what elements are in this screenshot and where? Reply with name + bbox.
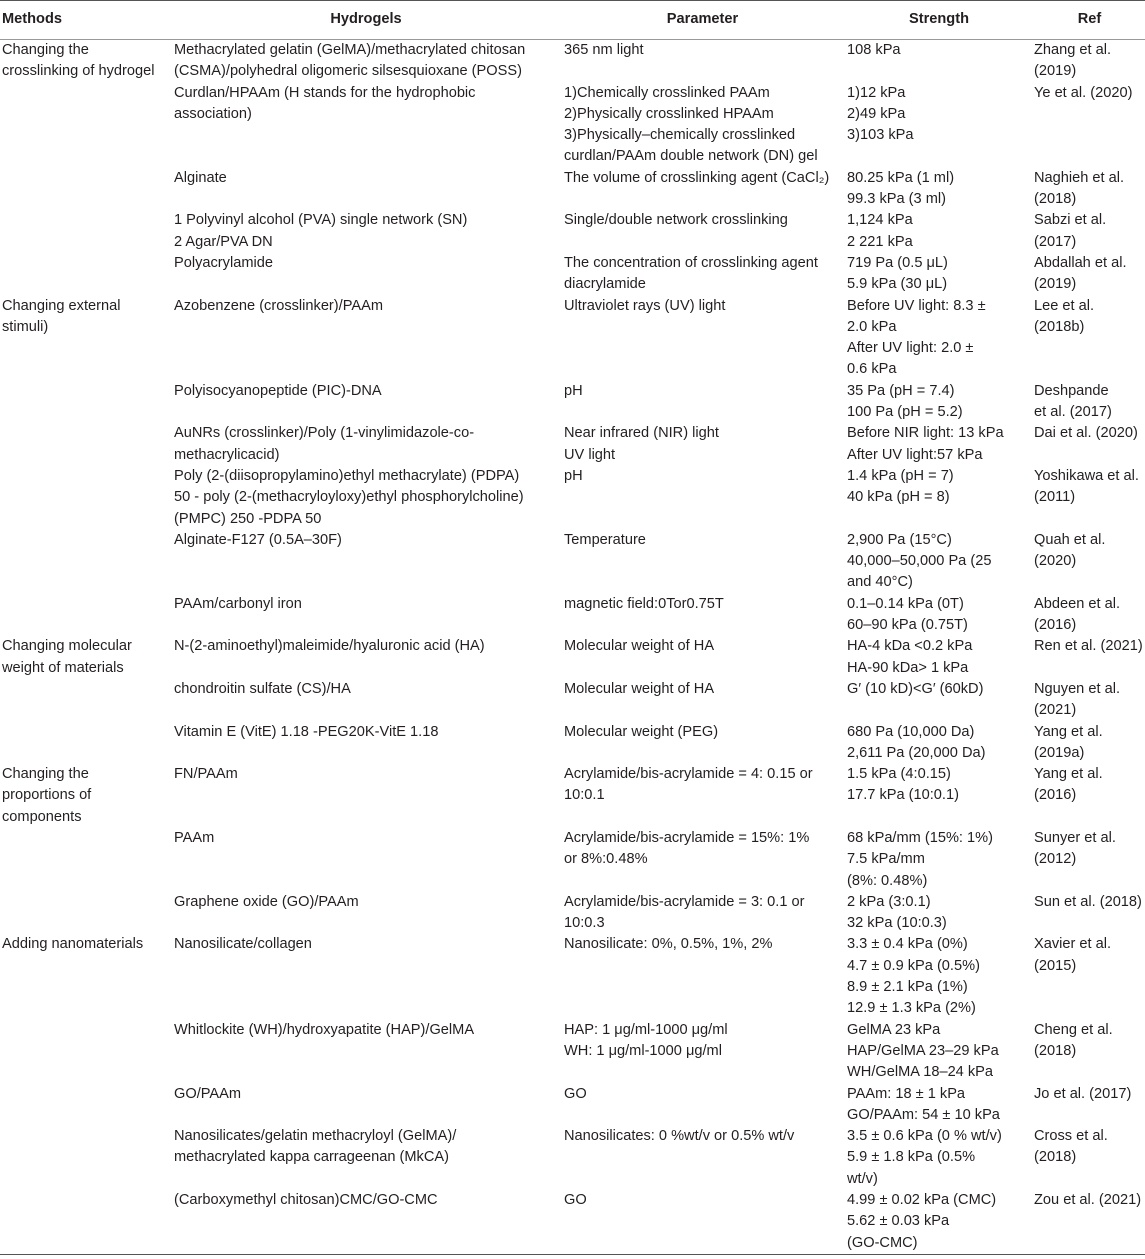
methods-line: Changing the [2,42,89,58]
hydrogel-cell [171,892,561,935]
strength-line: WH/GelMA 18–24 kPa [847,1064,994,1081]
strength-line: 1.4 kPa (pH = 7) [847,467,954,484]
ref-line: Ren et al. (2021) [1034,638,1143,655]
hydrogel-line: PAAm [174,829,215,846]
methods-cell [0,636,171,679]
table-row [0,679,1145,722]
strength-line: 3.5 ± 0.6 kPa (0 % wt/v) [847,1128,1002,1145]
hydrogel-line: Azobenzene (crosslinker)/PAAm [174,297,383,314]
strength-cell [844,253,1034,296]
strength-cell [844,466,1034,530]
methods-cell [0,1126,171,1190]
strength-line: 3)103 kPa [847,127,914,144]
ref-cell [1034,168,1145,211]
table-body [0,40,1145,1255]
ref-line: (2011) [1034,489,1076,506]
methods-cell [0,764,171,828]
parameter-line: Temperature [564,531,646,548]
strength-line: 2 221 kPa [847,233,913,250]
strength-line: 60–90 kPa (0.75T) [847,617,968,634]
hydrogel-line: 50 - poly (2-(methacryloyloxy)ethyl phosphorylcholine) [174,489,524,506]
ref-line: Yoshikawa et al. [1034,467,1139,484]
strength-cell [844,594,1034,637]
parameter-cell [561,594,844,637]
hydrogel-line: association) [174,105,252,122]
hydrogel-cell [171,594,561,637]
parameter-line: 10:0.3 [564,915,605,932]
parameter-cell [561,722,844,765]
ref-line: Zou et al. (2021) [1034,1192,1142,1209]
strength-line: 32 kPa (10:0.3) [847,915,947,932]
strength-line: 35 Pa (pH = 7.4) [847,382,955,399]
methods-line: Changing the [2,766,89,783]
ref-cell [1034,764,1145,828]
ref-line: (2016) [1034,787,1077,804]
table-row [0,764,1145,828]
methods-cell [0,423,171,466]
parameter-line: Acrylamide/bis-acrylamide = 15%: 1% [564,829,810,846]
parameter-line: UV light [564,446,616,463]
ref-line: Xavier et al. [1034,936,1112,953]
ref-cell [1034,210,1145,253]
hydrogel-line: Nanosilicate/collagen [174,936,312,953]
ref-line: (2018) [1034,1042,1077,1059]
strength-line: After UV light:57 kPa [847,446,983,463]
parameter-cell [561,934,844,1019]
methods-line: stimuli) [2,318,49,335]
hydrogel-line: Vitamin E (VitE) 1.18 -PEG20K-VitE 1.18 [174,723,439,740]
strength-line: 80.25 kPa (1 ml) [847,169,955,186]
hydrogel-line: FN/PAAm [174,766,238,783]
ref-line: (2019) [1034,276,1077,293]
parameter-line: GO [564,1192,587,1209]
strength-line: 2,611 Pa (20,000 Da) [847,744,986,761]
parameter-line: WH: 1 μg/ml-1000 μg/ml [564,1042,722,1059]
methods-cell [0,1190,171,1254]
table-row [0,636,1145,679]
ref-line: (2015) [1034,957,1077,974]
ref-line: (2019a) [1034,744,1085,761]
strength-cell [844,40,1034,83]
hydrogel-line: (PMPC) 250 -PDPA 50 [174,510,322,527]
strength-line: 8.9 ± 2.1 kPa (1%) [847,979,968,996]
strength-line: 108 kPa [847,42,901,58]
hydrogel-line: Methacrylated gelatin (GelMA)/methacrylated chitosan [174,42,526,58]
hydrogel-line: 1 Polyvinyl alcohol (PVA) single network (SN) [174,212,468,229]
ref-line: (2017) [1034,233,1077,250]
strength-line: 2)49 kPa [847,105,906,122]
strength-line: GelMA 23 kPa [847,1021,941,1038]
ref-line: Lee et al. [1034,297,1095,314]
parameter-line: Molecular weight (PEG) [564,723,719,740]
strength-cell [844,892,1034,935]
parameter-line: Ultraviolet rays (UV) light [564,297,726,314]
strength-line: 3.3 ± 0.4 kPa (0%) [847,936,968,953]
hydrogel-cell [171,423,561,466]
strength-cell [844,1126,1034,1190]
hydrogel-line: chondroitin sulfate (CS)/HA [174,680,351,697]
ref-line: (2019) [1034,63,1077,80]
parameter-line: pH [564,382,583,399]
parameter-cell [561,381,844,424]
hydrogel-cell [171,722,561,765]
parameter-line: The volume of crosslinking agent (CaCl₂) [564,169,830,186]
strength-line: and 40°C) [847,574,913,591]
parameter-line: The concentration of crosslinking agent [564,254,818,271]
hydrogel-cell [171,210,561,253]
hydrogel-cell [171,83,561,168]
table-row [0,83,1145,168]
ref-line: Sunyer et al. [1034,829,1116,846]
methods-line: Changing molecular [2,638,132,655]
strength-line: (8%: 0.48%) [847,872,928,889]
hydrogel-line: methacrylated kappa carrageenan (MkCA) [174,1149,449,1166]
ref-cell [1034,892,1145,935]
table-row [0,722,1145,765]
strength-line: 7.5 kPa/mm [847,851,925,868]
parameter-line: Single/double network crosslinking [564,212,788,229]
hydrogel-line: methacrylicacid) [174,446,280,463]
hydrogel-cell [171,764,561,828]
strength-cell [844,296,1034,381]
parameter-line: pH [564,467,583,484]
methods-cell [0,253,171,296]
parameter-cell [561,1084,844,1127]
ref-line: Nguyen et al. [1034,680,1120,697]
parameter-cell [561,423,844,466]
parameter-cell [561,1190,844,1254]
strength-line: 12.9 ± 1.3 kPa (2%) [847,1000,976,1017]
parameter-line: diacrylamide [564,276,646,293]
ref-line: Cross et al. [1034,1128,1108,1145]
parameter-line: or 8%:0.48% [564,851,648,868]
parameter-cell [561,296,844,381]
methods-line: Changing external [2,297,121,314]
ref-line: (2018) [1034,1149,1077,1166]
hydrogel-line: Polyisocyanopeptide (PIC)-DNA [174,382,382,399]
parameter-line: Nanosilicates: 0 %wt/v or 0.5% wt/v [564,1128,795,1145]
table-row [0,1020,1145,1084]
ref-line: Yang et al. [1034,766,1103,783]
methods-cell [0,828,171,892]
table-row [0,828,1145,892]
hydrogel-cell [171,466,561,530]
parameter-line: curdlan/PAAm double network (DN) gel [564,148,818,165]
strength-line: 17.7 kPa (10:0.1) [847,787,959,804]
parameter-cell [561,168,844,211]
ref-line: Ye et al. (2020) [1034,84,1133,101]
methods-cell [0,466,171,530]
hydrogel-cell [171,168,561,211]
methods-cell [0,934,171,1019]
parameter-cell [561,83,844,168]
header-ref: Ref [1034,1,1145,40]
hydrogel-line: AuNRs (crosslinker)/Poly (1-vinylimidazole-co- [174,425,475,442]
ref-cell [1034,381,1145,424]
parameter-line: 365 nm light [564,42,644,58]
parameter-line: Nanosilicate: 0%, 0.5%, 1%, 2% [564,936,773,953]
hydrogel-cell [171,934,561,1019]
hydrogel-line: GO/PAAm [174,1085,242,1102]
parameter-line: magnetic field:0Tor0.75T [564,595,724,612]
table-row [0,381,1145,424]
ref-line: (2020) [1034,553,1077,570]
ref-cell [1034,83,1145,168]
strength-line: G′ (10 kD)<G′ (60kD) [847,680,984,697]
ref-cell [1034,679,1145,722]
parameter-line: GO [564,1085,587,1102]
parameter-line: 1)Chemically crosslinked PAAm [564,84,770,101]
methods-cell [0,1020,171,1084]
methods-line: proportions of [2,787,92,804]
methods-cell [0,168,171,211]
ref-line: Abdeen et al. [1034,595,1121,612]
parameter-cell [561,764,844,828]
strength-cell [844,764,1034,828]
table-row [0,40,1145,83]
header-parameter: Parameter [561,1,844,40]
ref-line: Zhang et al. [1034,42,1112,58]
table-row [0,1084,1145,1127]
ref-cell [1034,466,1145,530]
strength-cell [844,530,1034,594]
strength-cell [844,1020,1034,1084]
hydrogel-cell [171,1020,561,1084]
strength-line: 5.9 kPa (30 μL) [847,276,948,293]
strength-line: After UV light: 2.0 ± [847,340,974,357]
hydrogel-cell [171,679,561,722]
ref-line: Abdallah et al. [1034,254,1127,271]
strength-cell [844,83,1034,168]
ref-cell [1034,423,1145,466]
methods-line: crosslinking of hydrogel [2,63,155,80]
strength-line: 4.7 ± 0.9 kPa (0.5%) [847,957,980,974]
strength-cell [844,828,1034,892]
strength-cell [844,1190,1034,1254]
hydrogel-cell [171,1190,561,1254]
ref-cell [1034,1190,1145,1254]
table-row [0,466,1145,530]
ref-line: (2021) [1034,702,1077,719]
strength-line: 68 kPa/mm (15%: 1%) [847,829,993,846]
ref-cell [1034,828,1145,892]
strength-line: HA-90 kDa˃ 1 kPa [847,659,969,676]
table-row [0,253,1145,296]
parameter-cell [561,679,844,722]
hydrogel-cell [171,1126,561,1190]
ref-cell [1034,934,1145,1019]
table-row [0,423,1145,466]
methods-cell [0,594,171,637]
ref-cell [1034,636,1145,679]
methods-cell [0,679,171,722]
parameter-line: 2)Physically crosslinked HPAAm [564,105,774,122]
table-row [0,934,1145,1019]
hydrogel-line: Nanosilicates/gelatin methacryloyl (GelMA)/ [174,1128,457,1145]
strength-cell [844,679,1034,722]
strength-line: 5.9 ± 1.8 kPa (0.5% [847,1149,976,1166]
strength-line: 680 Pa (10,000 Da) [847,723,975,740]
ref-cell [1034,40,1145,83]
strength-line: 719 Pa (0.5 μL) [847,254,948,271]
methods-cell [0,40,171,83]
hydrogel-cell [171,253,561,296]
parameter-cell [561,1020,844,1084]
hydrogel-line: Graphene oxide (GO)/PAAm [174,893,359,910]
ref-cell [1034,594,1145,637]
parameter-line: Acrylamide/bis-acrylamide = 4: 0.15 or [564,766,813,783]
strength-line: 40 kPa (pH = 8) [847,489,950,506]
hydrogel-cell [171,828,561,892]
ref-line: Yang et al. [1034,723,1103,740]
parameter-line: Molecular weight of HA [564,638,715,655]
ref-cell [1034,1020,1145,1084]
methods-cell [0,892,171,935]
parameter-cell [561,1126,844,1190]
strength-line: Before UV light: 8.3 ± [847,297,986,314]
strength-line: Before NIR light: 13 kPa [847,425,1004,442]
strength-line: 1,124 kPa [847,212,913,229]
table-row [0,1190,1145,1254]
ref-line: Sabzi et al. [1034,212,1107,229]
parameter-line: Molecular weight of HA [564,680,715,697]
parameter-cell [561,530,844,594]
strength-line: wt/v) [847,1170,878,1187]
header-row [0,1,1145,40]
ref-line: Sun et al. (2018) [1034,893,1142,910]
strength-line: 2.0 kPa [847,318,897,335]
strength-line: 40,000–50,000 Pa (25 [847,553,992,570]
ref-cell [1034,253,1145,296]
ref-cell [1034,1084,1145,1127]
methods-line: components [2,808,82,825]
hydrogel-cell [171,296,561,381]
strength-cell [844,722,1034,765]
ref-line: Jo et al. (2017) [1034,1085,1132,1102]
strength-line: 0.1–0.14 kPa (0T) [847,595,964,612]
ref-line: Naghieh et al. [1034,169,1125,186]
strength-line: 2,900 Pa (15°C) [847,531,952,548]
hydrogel-line: Curdlan/HPAAm (H stands for the hydrophobic [174,84,476,101]
strength-line: 1.5 kPa (4:0.15) [847,766,951,783]
table-row [0,594,1145,637]
methods-cell [0,210,171,253]
header-hydrogels: Hydrogels [171,1,561,40]
strength-line: 1)12 kPa [847,84,906,101]
strength-line: HA-4 kDa ˂0.2 kPa [847,638,973,655]
parameter-line: Acrylamide/bis-acrylamide = 3: 0.1 or [564,893,805,910]
strength-line: 2 kPa (3:0.1) [847,893,931,910]
strength-cell [844,381,1034,424]
methods-line: Adding nanomaterials [2,936,144,953]
ref-line: (2018b) [1034,318,1085,335]
methods-cell [0,722,171,765]
ref-line: Deshpande [1034,382,1109,399]
ref-line: (2016) [1034,617,1077,634]
ref-line: (2018) [1034,191,1077,208]
ref-line: et al. (2017) [1034,404,1112,421]
strength-cell [844,210,1034,253]
strength-line: (GO-CMC) [847,1234,918,1251]
parameter-line: HAP: 1 μg/ml-1000 μg/ml [564,1021,728,1038]
parameter-cell [561,636,844,679]
hydrogel-line: Polyacrylamide [174,254,273,271]
table-row [0,892,1145,935]
ref-cell [1034,296,1145,381]
hydrogel-line: (CSMA)/polyhedral oligomeric silsesquioxane (POSS) [174,63,522,80]
hydrogel-line: N-(2-aminoethyl)maleimide/hyaluronic acid (HA) [174,638,485,655]
hydrogel-cell [171,40,561,83]
strength-line: 100 Pa (pH = 5.2) [847,404,963,421]
parameter-cell [561,253,844,296]
strength-cell [844,423,1034,466]
strength-line: GO/PAAm: 54 ± 10 kPa [847,1106,1000,1123]
hydrogel-cell [171,381,561,424]
hydrogel-line: Poly (2-(diisopropylamino)ethyl methacrylate) (PDPA) [174,467,520,484]
ref-line: (2012) [1034,851,1077,868]
strength-line: HAP/GelMA 23–29 kPa [847,1042,999,1059]
strength-cell [844,934,1034,1019]
ref-line: Dai et al. (2020) [1034,425,1138,442]
parameter-line: Near infrared (NIR) light [564,425,719,442]
table-row [0,296,1145,381]
strength-cell [844,168,1034,211]
hydrogel-cell [171,636,561,679]
table-row [0,168,1145,211]
hydrogel-line: (Carboxymethyl chitosan)CMC/GO-CMC [174,1192,438,1209]
table-row [0,1126,1145,1190]
ref-line: Cheng et al. [1034,1021,1113,1038]
hydrogel-line: Whitlockite (WH)/hydroxyapatite (HAP)/GelMA [174,1021,475,1038]
methods-cell [0,1084,171,1127]
parameter-cell [561,892,844,935]
strength-line: 4.99 ± 0.02 kPa (CMC) [847,1192,997,1209]
hydrogel-cell [171,530,561,594]
ref-cell [1034,722,1145,765]
methods-cell [0,83,171,168]
methods-cell [0,381,171,424]
ref-line: Quah et al. [1034,531,1106,548]
parameter-line: 10:0.1 [564,787,605,804]
strength-line: 0.6 kPa [847,361,897,378]
table-row [0,530,1145,594]
methods-cell [0,530,171,594]
ref-cell [1034,530,1145,594]
ref-cell [1034,1126,1145,1190]
hydrogel-cell [171,1084,561,1127]
header-strength: Strength [844,1,1034,40]
header-methods: Methods [0,1,171,40]
parameter-line: 3)Physically–chemically crosslinked [564,127,796,144]
strength-cell [844,636,1034,679]
hydrogel-line: PAAm/carbonyl iron [174,595,302,612]
strength-line: PAAm: 18 ± 1 kPa [847,1085,966,1102]
parameter-cell [561,40,844,83]
strength-cell [844,1084,1034,1127]
parameter-cell [561,466,844,530]
table-row [0,210,1145,253]
hydrogel-line: Alginate [174,169,227,186]
methods-cell [0,296,171,381]
methods-line: weight of materials [2,659,124,676]
parameter-cell [561,828,844,892]
strength-line: 5.62 ± 0.03 kPa [847,1213,950,1230]
strength-line: 99.3 kPa (3 ml) [847,191,946,208]
hydrogel-line: Alginate-F127 (0.5A–30F) [174,531,342,548]
hydrogel-line: 2 Agar/PVA DN [174,233,273,250]
parameter-cell [561,210,844,253]
